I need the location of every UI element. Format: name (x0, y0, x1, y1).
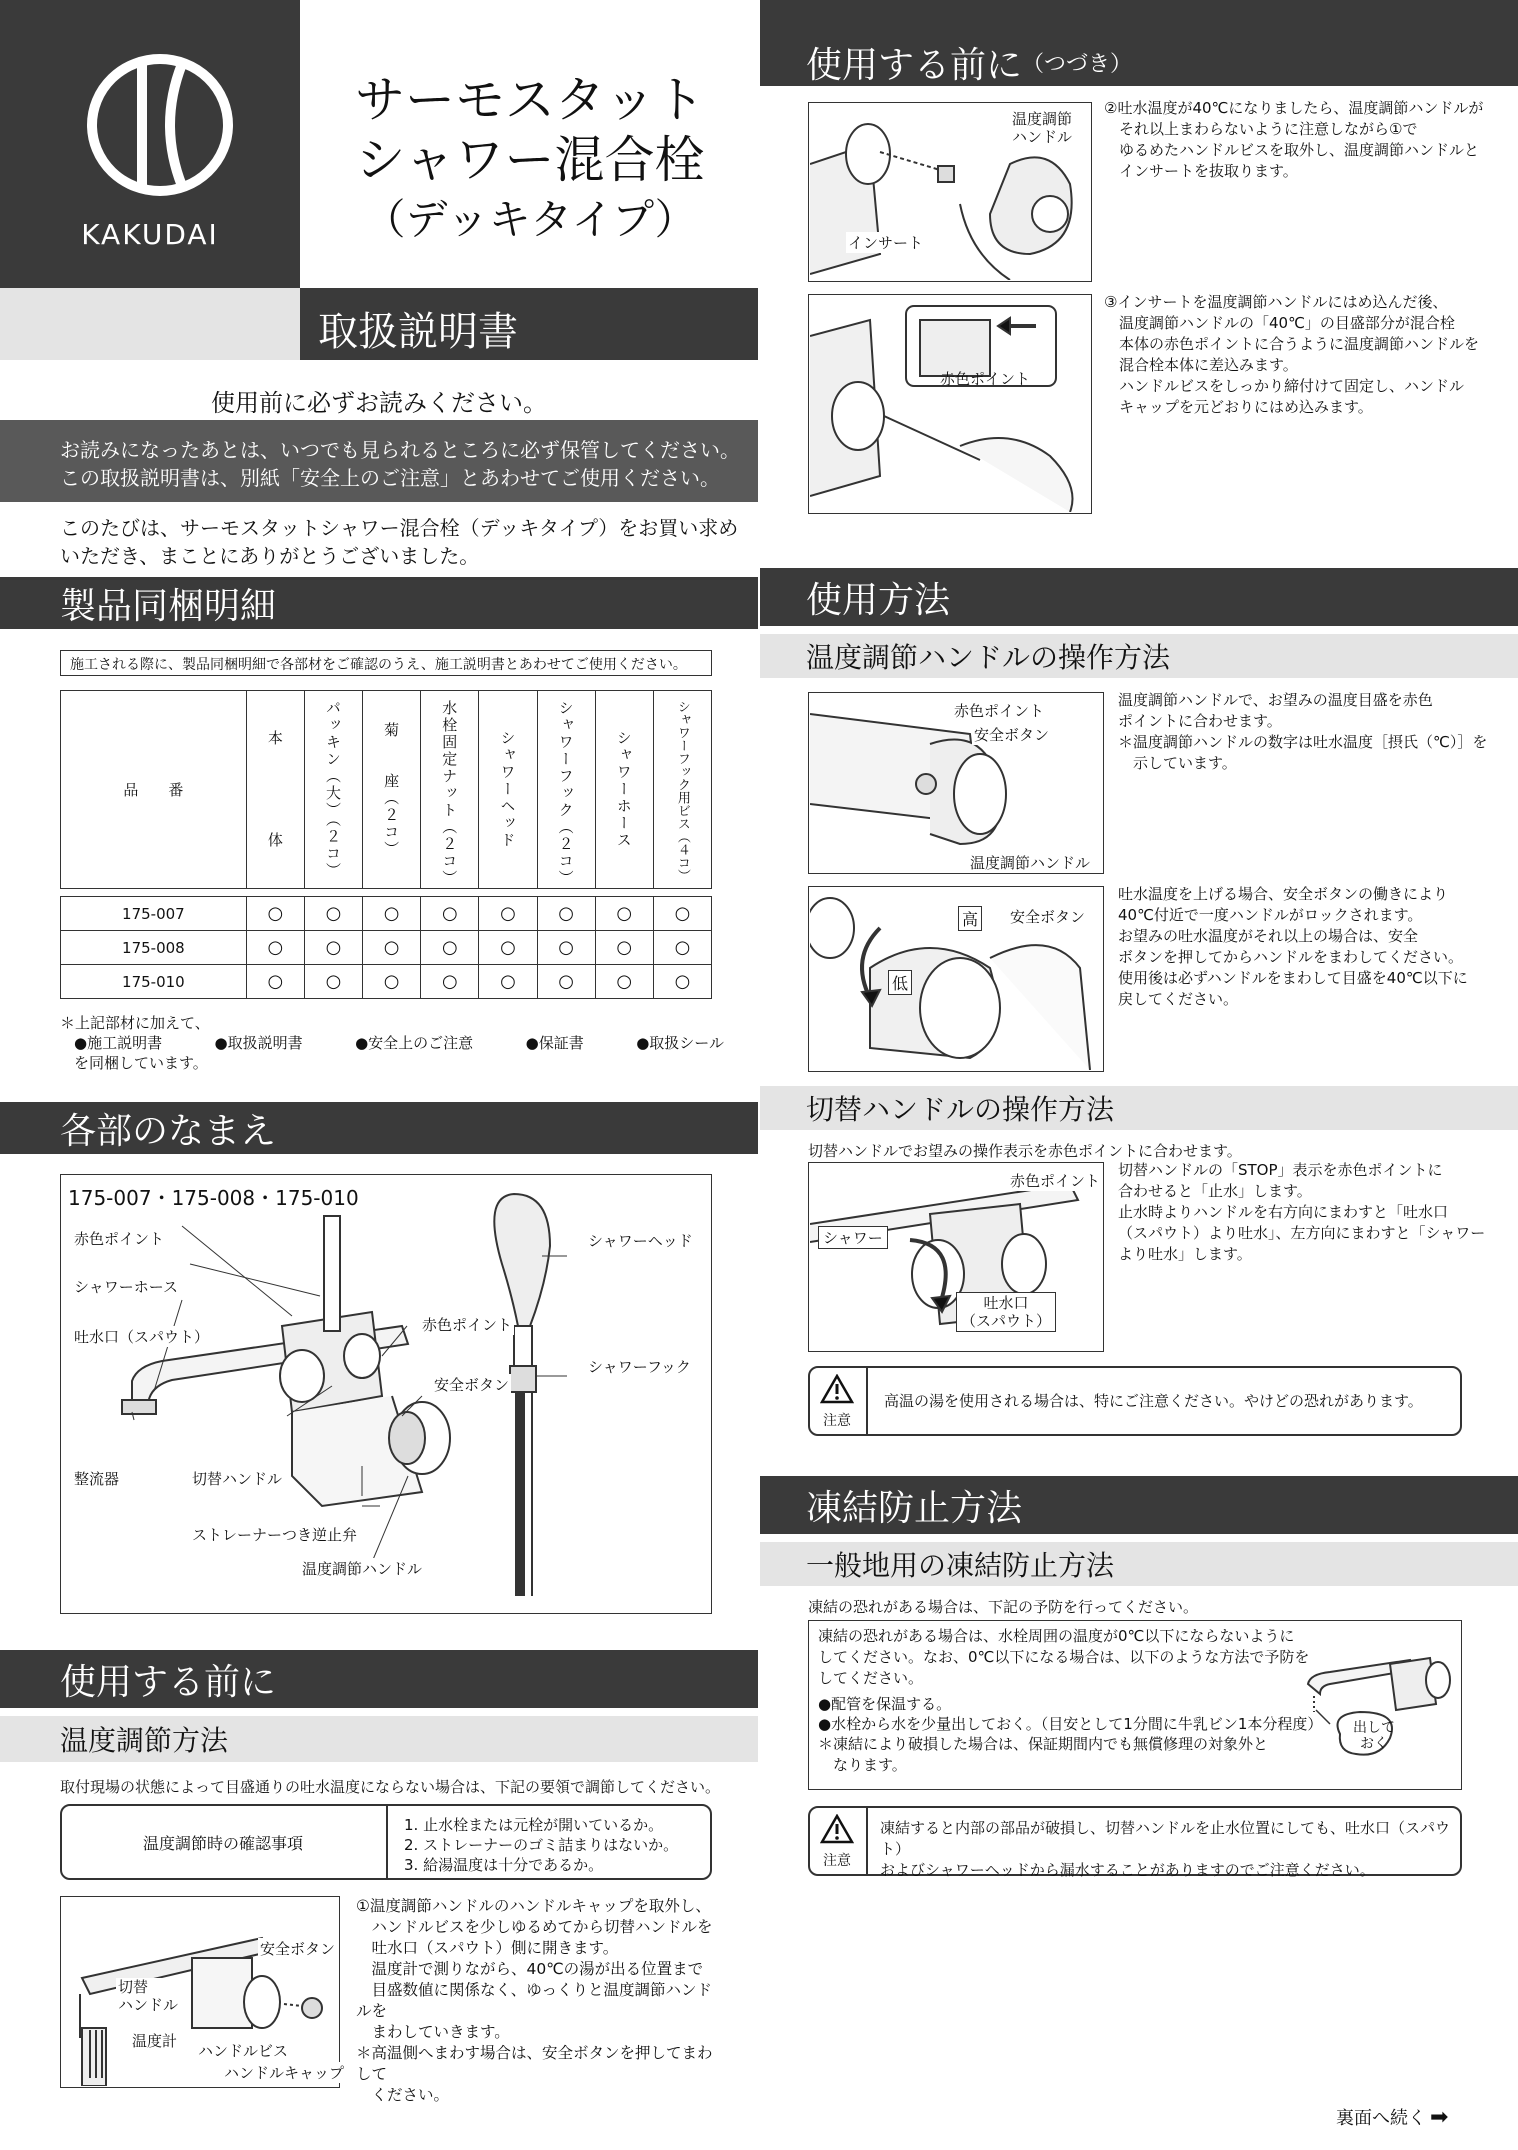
thanks-line-2: いただき、まことにありがとうございました。 (60, 544, 480, 568)
usage-caution-label: 注意 (823, 1413, 851, 1429)
label-strainer: ストレーナーつき逆止弁 (192, 1526, 358, 1544)
label-red-point-2: 赤色ポイント (422, 1316, 513, 1334)
contents-table (60, 690, 712, 999)
fig4-red-point: 赤色ポイント (954, 702, 1045, 720)
label-shower-head: シャワーヘッド (588, 1232, 693, 1250)
title-line-3: （デッキタイプ） (363, 195, 697, 244)
col-shower-hose: シャワーホース (614, 730, 633, 849)
title-line-1: サーモスタット (355, 71, 705, 129)
fig4-temp-handle: 温度調節ハンドル (970, 854, 1091, 872)
col-packing: パッキン（大）（２コ） (323, 699, 342, 880)
table-row: 175-007 ○ ○ ○ ○ ○ ○ ○ ○ (61, 897, 712, 931)
label-red-point: 赤色ポイント (74, 1230, 165, 1248)
footnote-item: ●安全上のご注意 (355, 1034, 474, 1052)
col-shower-head: シャワーヘッド (498, 730, 517, 849)
freeze-item: ●水栓から水を少量出しておく。（目安として1分間に牛乳ビン1本分程度） (818, 1715, 1323, 1733)
freeze-item: ＊凍結により破損した場合は、保証期間内でも無償修理の対象外と なります。 (818, 1735, 1269, 1774)
label-aerator: 整流器 (74, 1470, 120, 1488)
warning-triangle-icon (820, 1814, 854, 1844)
usage-heading: 使用方法 (760, 568, 1518, 626)
usage-caution-text: 高温の湯を使用される場合は、特にご注意ください。やけどの恐れがあります。 (884, 1392, 1423, 1410)
before-use-cont-cap (760, 0, 1518, 38)
product-title (300, 70, 760, 250)
col-shower-hook: シャワーフック（２コ） (556, 699, 575, 887)
footnote-item: ●施工説明書 (74, 1034, 163, 1052)
switch-operation-subheading: 切替ハンドルの操作方法 (760, 1086, 1518, 1130)
label-temp-handle: 温度調節ハンドル (302, 1560, 423, 1578)
col-nut: 水栓固定ナット（２コ） (440, 699, 459, 887)
label-switch-handle: 切替ハンドル (192, 1470, 283, 1488)
table-row: 175-010 ○ ○ ○ ○ ○ ○ ○ ○ (61, 965, 712, 999)
label-safety-button: 安全ボタン (434, 1376, 510, 1394)
brand-name: KAKUDAI (81, 218, 219, 251)
contents-footnote-1: ＊上記部材に加えて、 (60, 1014, 210, 1032)
table-row: 175-008 ○ ○ ○ ○ ○ ○ ○ ○ (61, 931, 712, 965)
footnote-item: ●取扱シール (636, 1034, 724, 1052)
fig1-safety: 安全ボタン (260, 1940, 336, 1958)
step3-text: ③インサートを温度調節ハンドルにはめ込んだ後、 温度調節ハンドルの「40℃」の目盛部分が混合栓 本体の赤色ポイントに合うように温度調節ハンドルを 混合栓本体に差込みます。 ハンドルビスをしっかり締付けて固定し、ハンドル キャップを元どおりにはめ込みます。 (1104, 293, 1480, 416)
fig1-switch: 切替 ハンドル (118, 1978, 179, 2014)
temp-operation-subheading: 温度調節ハンドルの操作方法 (760, 634, 1518, 678)
fig4-safety: 安全ボタン (974, 726, 1050, 744)
switch-intro: 切替ハンドルでお望みの操作表示を赤色ポイントに合わせます。 (808, 1142, 1242, 1160)
freeze-caution-divider (866, 1808, 868, 1874)
freeze-intro: 凍結の恐れがある場合は、下記の予防を行ってください。 (808, 1598, 1199, 1616)
freeze-subheading: 一般地用の凍結防止方法 (760, 1542, 1518, 1586)
before-use-heading: 使用する前に (0, 1650, 758, 1708)
contents-footnote-3: を同梱しています。 (74, 1054, 208, 1072)
continue-text: 裏面へ続く (1336, 2108, 1426, 2129)
before-use-cont-small: （つづき） (1022, 51, 1133, 77)
freeze-caution-label: 注意 (823, 1853, 851, 1869)
read-before-text: 使用前に必ずお読みください。 (211, 389, 547, 417)
check-item: 3. 給湯温度は十分であるか。 (404, 1856, 604, 1874)
fig6-spout: 吐水口 （スパウト） (956, 1292, 1056, 1332)
fig1-cap: ハンドルキャップ (224, 2064, 345, 2082)
contents-note: 施工される際に、製品同梱明細で各部材をご確認のうえ、施工説明書とあわせてご使用ください。 (70, 657, 687, 673)
notice-line-1: お読みになったあとは、いつでも見られるところに必ず保管してください。 (60, 438, 740, 462)
temp-text-1: 温度調節ハンドルで、お望みの温度目盛を赤色 ポイントに合わせます。 ＊温度調節ハンドルの数字は吐水温度［摂氏（℃）］を 示しています。 (1118, 691, 1488, 772)
notice-line-2: この取扱説明書は、別紙「安全上のご注意」とあわせてご使用ください。 (60, 466, 720, 490)
col-hinban: 品 番 (61, 691, 247, 889)
col-kikuza: 菊 座（２コ） (382, 721, 401, 858)
check-item: 1. 止水栓または元栓が開いているか。 (404, 1816, 664, 1834)
fig2-temp-handle: 温度調節 ハンドル (1012, 110, 1073, 146)
step2-text: ②吐水温度が40℃になりましたら、温度調節ハンドルが それ以上まわらないように注意しながら①で ゆるめたハンドルビスを取外し、温度調節ハンドルと インサートを抜取ります。 (1104, 99, 1484, 180)
parts-heading: 各部のなまえ (0, 1102, 758, 1154)
thanks-line-1: このたびは、サーモスタットシャワー混合栓（デッキタイプ）をお買い求め (60, 516, 739, 540)
before-use-cont-heading (760, 38, 1518, 86)
col-hook-screw: シャワーフック用ビス（４コ） (674, 699, 690, 882)
kakudai-logo-icon (80, 50, 240, 200)
before-use-intro: 取付現場の状態によって目盛通りの吐水温度にならない場合は、下記の要領で調節してください。 (60, 1778, 721, 1796)
temp-text-2: 吐水温度を上げる場合、安全ボタンの働きにより 40℃付近で一度ハンドルがロックされます。 お望みの吐水温度がそれ以上の場合は、安全 ボタンを押してからハンドルをまわしてください。 使用後は必ずハンドルをまわして目盛を40℃以下に 戻してください。 (1118, 885, 1468, 1008)
title-line-2: シャワー混合栓 (355, 131, 705, 189)
usage-caution-divider (866, 1368, 868, 1434)
check-label: 温度調節時の確認事項 (142, 1834, 303, 1853)
freeze-item: ●配管を保温する。 (818, 1695, 952, 1713)
fig3-drawing (810, 296, 1090, 512)
fig6-red-point: 赤色ポイント (1010, 1172, 1101, 1190)
step1-text: ①温度調節ハンドルのハンドルキャップを取外し、 ハンドルビスを少しゆるめてから切替ハンドルを 吐水口（スパウト）側に開きます。 温度計で測りながら、40℃の湯が出る位置まで 目盛数値に関係なく、ゆっくりと温度調節ハンドルを まわしていきます。 ＊高温側へまわす場合は、安全ボタンを押してまわして ください。 (356, 1897, 713, 2104)
fig1-screw: ハンドルビス (198, 2042, 289, 2060)
manual-title: 取扱説明書 (318, 309, 518, 355)
before-use-cont-title: 使用する前に (806, 44, 1023, 86)
freeze-heading: 凍結防止方法 (760, 1476, 1518, 1534)
fig1-thermo: 温度計 (132, 2032, 178, 2050)
footnote-item: ●保証書 (525, 1034, 584, 1052)
fig5-high: 高 (958, 906, 982, 931)
fig5-low: 低 (888, 970, 912, 995)
fig5-safety: 安全ボタン (1010, 908, 1086, 926)
fig6-shower: シャワー (818, 1226, 888, 1249)
freeze-box-text: 凍結の恐れがある場合は、水栓周囲の温度が0℃以下にならないように してください。なお、0℃以下になる場合は、以下のような方法で予防を してください。 (818, 1627, 1310, 1687)
contents-heading: 製品同梱明細 (0, 577, 758, 629)
arrow-right-icon: ➡ (1430, 2104, 1449, 2130)
label-spout: 吐水口（スパウト） (74, 1328, 210, 1346)
fig2-insert: インサート (848, 234, 924, 252)
warning-triangle-icon (820, 1374, 854, 1404)
footnote-item: ●取扱説明書 (214, 1034, 303, 1052)
continue-link[interactable] (1336, 2104, 1448, 2130)
freeze-fig-label: 出して おく (1353, 1720, 1395, 1752)
header-light-band (0, 288, 300, 360)
switch-text: 切替ハンドルの「STOP」表示を赤色ポイントに 合わせると「止水」します。 止水時よりハンドルを右方向にまわすと「吐水口 （スパウト）より吐水」、左方向にまわすと「シャワー より吐水」します。 (1118, 1161, 1486, 1263)
freeze-caution-text: 凍結すると内部の部品が破損し、切替ハンドルを止水位置にしても、吐水口（スパウト） およびシャワーヘッドから漏水することがありますのでご注意ください。 (880, 1819, 1451, 1879)
contents-footnote-items (74, 1032, 724, 1053)
temp-adjust-subheading: 温度調節方法 (0, 1716, 758, 1762)
fig3-red-point: 赤色ポイント (940, 370, 1031, 388)
label-shower-hose: シャワーホース (74, 1278, 178, 1296)
check-divider (386, 1806, 388, 1878)
col-body: 本 体 (265, 730, 284, 849)
label-shower-hook: シャワーフック (588, 1358, 691, 1376)
check-item: 2. ストレーナーのゴミ詰まりはないか。 (404, 1836, 679, 1854)
parts-models: 175-007・175-008・175-010 (68, 1186, 359, 1210)
